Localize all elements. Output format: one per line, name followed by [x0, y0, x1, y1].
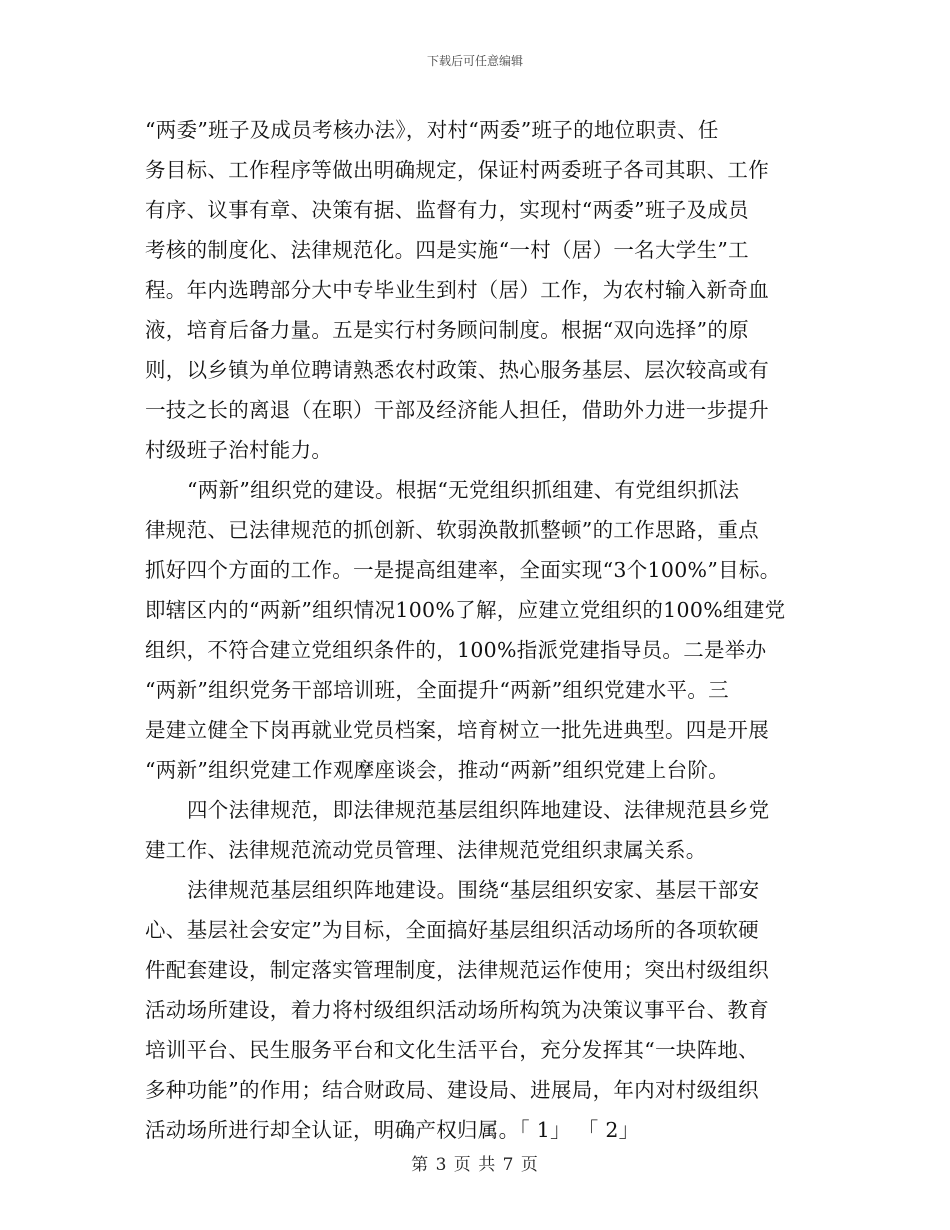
text-line: 程。年内选聘部分大中专毕业生到村（居）工作，为农村输入新奇血: [145, 278, 769, 302]
text-line: 活动场所建设，着力将村级组织活动场所构筑为决策议事平台、教育: [145, 998, 769, 1022]
text-line: 培训平台、民生服务平台和文化生活平台，充分发挥其“一块阵地、: [145, 1038, 759, 1062]
text-line: 抓好四个方面的工作。一是提高组建率，全面实现“3个100%”目标。: [145, 558, 781, 582]
text-line: 即辖区内的“两新”组织情况100%了解，应建立党组织的100%组建党: [145, 598, 786, 622]
text-line: 律规范、已法律规范的抓创新、软弱涣散抓整顿”的工作思路，重点: [145, 518, 759, 542]
text-line: 建工作、法律规范流动党员管理、法律规范党组织隶属关系。: [145, 838, 707, 862]
paragraph-4: [145, 870, 815, 1150]
text-line: 法律规范基层组织阵地建设。围绕“基层组织安家、基层干部安: [187, 878, 760, 902]
paragraph-1: [145, 110, 815, 470]
text-line: “两新”组织党的建设。根据“无党组织抓组建、有党组织抓法: [187, 478, 740, 502]
text-line: 是建立健全下岗再就业党员档案，培育树立一批先进典型。四是开展: [145, 718, 769, 742]
text-line: 件配套建设，制定落实管理制度，法律规范运作使用；突出村级组织: [145, 958, 769, 982]
text-line: 液，培育后备力量。五是实行村务顾问制度。根据“双向选择”的原: [145, 318, 749, 342]
document-body: [145, 110, 815, 1150]
text-line: 多种功能”的作用；结合财政局、建设局、进展局，年内对村级组织: [145, 1078, 759, 1102]
paragraph-2: [145, 470, 815, 790]
page-header: 下载后可任意编辑: [426, 54, 523, 68]
text-line: “两新”组织党建工作观摩座谈会，推动“两新”组织党建上台阶。: [145, 758, 729, 782]
paragraph-3: [145, 790, 815, 870]
text-line: 组织，不符合建立党组织条件的，100%指派党建指导员。二是举办: [145, 638, 767, 662]
text-line: 有序、议事有章、决策有据、监督有力，实现村“两委”班子及成员: [145, 198, 749, 222]
text-line: 考核的制度化、法律规范化。四是实施“一村（居）一名大学生”工: [145, 238, 749, 262]
text-line: “两委”班子及成员考核办法》，对村“两委”班子的地位职责、任: [145, 118, 719, 142]
text-line: 务目标、工作程序等做出明确规定，保证村两委班子各司其职、工作: [145, 158, 769, 182]
text-line: 村级班子治村能力。: [145, 438, 333, 462]
text-line: 一技之长的离退（在职）干部及经济能人担任，借助外力进一步提升: [145, 398, 769, 422]
text-line: 则，以乡镇为单位聘请熟悉农村政策、热心服务基层、层次较高或有: [145, 358, 769, 382]
text-line: “两新”组织党务干部培训班，全面提升“两新”组织党建水平。三: [145, 678, 729, 702]
text-line: 四个法律规范，即法律规范基层组织阵地建设、法律规范县乡党: [187, 798, 770, 822]
page-number: 第 3 页 共 7 页: [411, 1155, 539, 1175]
text-line: 活动场所进行却全认证，明确产权归属。「 1」 「 2」: [145, 1118, 640, 1142]
text-line: 心、基层社会安定”为目标，全面搞好基层组织活动场所的各项软硬: [145, 918, 759, 942]
